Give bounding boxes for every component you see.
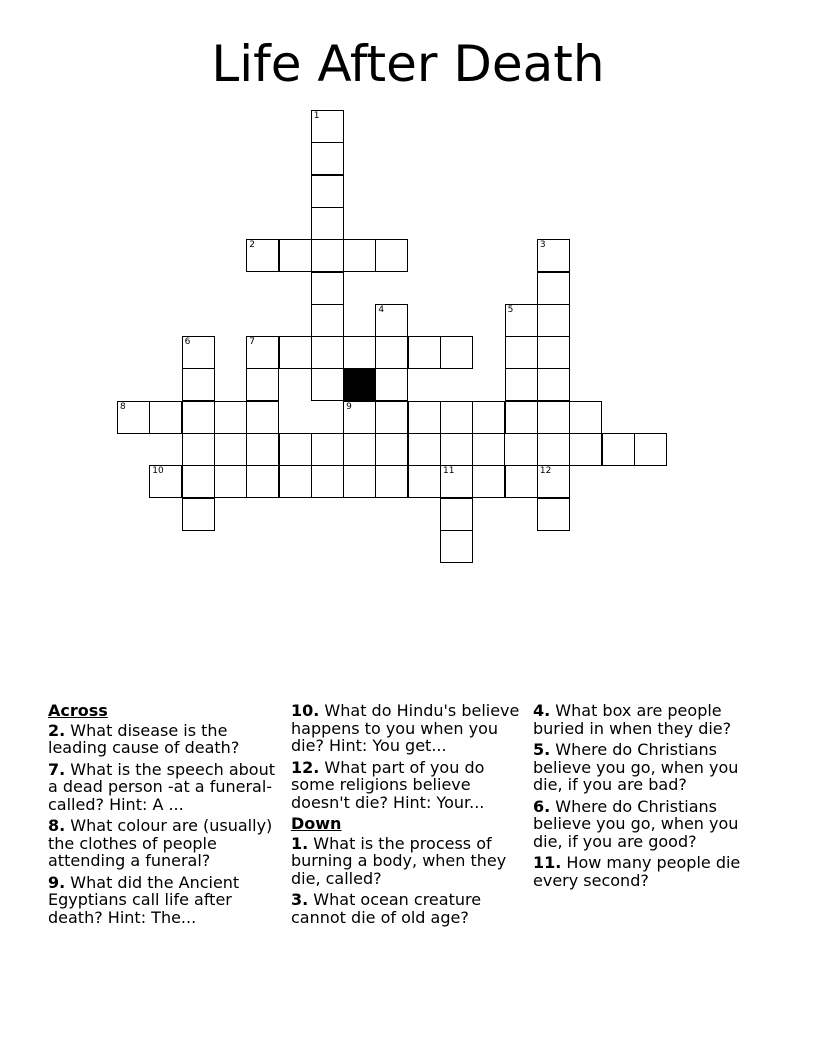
- grid-cell[interactable]: [279, 336, 312, 369]
- grid-cell[interactable]: [279, 465, 312, 498]
- clue-item: [291, 891, 531, 926]
- grid-cell[interactable]: [182, 498, 215, 531]
- grid-cell[interactable]: [537, 401, 570, 434]
- clue-item-text: What did the Ancient Egyptians call life after death? Hint: The...: [48, 872, 240, 927]
- grid-cell[interactable]: [634, 433, 667, 466]
- grid-cell[interactable]: [440, 530, 473, 563]
- clue-number: 3: [539, 240, 546, 251]
- grid-cell[interactable]: [472, 465, 505, 498]
- grid-cell[interactable]: [214, 401, 247, 434]
- clue-number: 2: [249, 240, 255, 251]
- clue-item-text: Where do Christians believe you go, when you die, if you are bad?: [533, 740, 739, 794]
- grid-cell[interactable]: [343, 465, 376, 498]
- grid-cell[interactable]: [440, 336, 473, 369]
- clue-item-number: 10.: [291, 701, 320, 720]
- clue-item: [48, 722, 288, 757]
- clue-item: [533, 702, 773, 737]
- clue-item-text: What is the process of burning a body, when they die, called?: [291, 833, 507, 888]
- grid-cell[interactable]: [311, 304, 344, 337]
- clue-item-text: What ocean creature cannot die of old age?: [291, 890, 482, 927]
- clue-number: 12: [539, 466, 552, 477]
- clue-item-number: 3.: [291, 890, 309, 909]
- grid-cell[interactable]: [182, 433, 215, 466]
- grid-cell[interactable]: [182, 465, 215, 498]
- clue-item-text: How many people die every second?: [533, 853, 741, 890]
- clue-item: [48, 817, 288, 870]
- clue-item-text: What part of you do some religions believe doesn't die? Hint: Your...: [291, 757, 485, 812]
- clue-number: 7: [249, 337, 255, 348]
- clue-item-number: 5.: [533, 740, 551, 759]
- clue-item: [48, 761, 288, 814]
- grid-cell[interactable]: [311, 272, 344, 305]
- grid-cell[interactable]: [214, 433, 247, 466]
- grid-cell[interactable]: [375, 433, 408, 466]
- grid-cell[interactable]: [311, 465, 344, 498]
- grid-cell[interactable]: [505, 465, 538, 498]
- grid-cell[interactable]: [343, 433, 376, 466]
- grid-cell[interactable]: [537, 368, 570, 401]
- grid-cell[interactable]: [602, 433, 635, 466]
- clue-column-2: [291, 702, 531, 930]
- clue-item: [291, 702, 531, 755]
- clue-item-number: 2.: [48, 720, 66, 740]
- clue-item-number: 12.: [291, 757, 320, 777]
- grid-cell[interactable]: [311, 239, 344, 272]
- grid-cell[interactable]: [149, 401, 182, 434]
- grid-cell[interactable]: [375, 239, 408, 272]
- grid-cell[interactable]: [440, 433, 473, 466]
- grid-cell[interactable]: [311, 175, 344, 208]
- clue-item: [533, 798, 773, 851]
- grid-cell[interactable]: [246, 465, 279, 498]
- grid-cell[interactable]: [343, 336, 376, 369]
- grid-cell[interactable]: [311, 433, 344, 466]
- grid-cell[interactable]: [343, 239, 376, 272]
- clue-number: 4: [378, 304, 385, 315]
- clue-item-number: 8.: [48, 816, 66, 835]
- grid-cell[interactable]: [472, 401, 505, 434]
- grid-cell[interactable]: [408, 336, 441, 369]
- across-heading: Across: [48, 701, 108, 720]
- clue-item: [291, 759, 531, 812]
- grid-cell[interactable]: [311, 142, 344, 175]
- clue-column-1: [48, 702, 288, 930]
- grid-cell[interactable]: [311, 207, 344, 240]
- clue-item: [533, 741, 773, 794]
- grid-cell[interactable]: [279, 239, 312, 272]
- grid-cell[interactable]: [537, 433, 570, 466]
- clue-item-number: 11.: [533, 853, 562, 872]
- grid-cell[interactable]: [375, 336, 408, 369]
- grid-cell[interactable]: [505, 401, 538, 434]
- clue-item-number: 6.: [533, 796, 551, 816]
- grid-cell[interactable]: [182, 401, 215, 434]
- black-square: [343, 368, 376, 401]
- grid-cell[interactable]: [246, 401, 279, 434]
- clue-item-text: What colour are (usually) the clothes of people attending a funeral?: [48, 816, 273, 870]
- clue-item-number: 9.: [48, 872, 66, 892]
- grid-cell[interactable]: [537, 272, 570, 305]
- grid-cell[interactable]: [537, 336, 570, 369]
- clue-number: 11: [443, 466, 455, 477]
- down-heading: Down: [291, 814, 342, 833]
- grid-cell[interactable]: [472, 433, 505, 466]
- clue-item-number: 1.: [291, 833, 309, 853]
- clue-item: [291, 835, 531, 888]
- grid-cell[interactable]: [375, 465, 408, 498]
- grid-cell[interactable]: [440, 498, 473, 531]
- clue-item-text: What disease is the leading cause of death?: [48, 720, 240, 757]
- grid-cell[interactable]: [246, 368, 279, 401]
- clue-item: [48, 874, 288, 927]
- grid-cell[interactable]: [311, 336, 344, 369]
- grid-cell[interactable]: [408, 401, 441, 434]
- clue-item-text: Where do Christians believe you go, when you die, if you are good?: [533, 796, 739, 851]
- grid-cell[interactable]: [375, 368, 408, 401]
- clue-item-number: 4.: [533, 701, 551, 720]
- grid-cell[interactable]: [537, 304, 570, 337]
- clue-item-text: What is the speech about a dead person -at a funeral- called? Hint: A ...: [48, 759, 276, 814]
- grid-cell[interactable]: [375, 401, 408, 434]
- grid-cell[interactable]: [311, 368, 344, 401]
- grid-cell[interactable]: [505, 368, 538, 401]
- clue-item: [533, 854, 773, 889]
- grid-cell[interactable]: [279, 433, 312, 466]
- clue-item-text: What box are people buried in when they die?: [533, 701, 732, 738]
- clue-number: 8: [120, 401, 126, 412]
- grid-cell[interactable]: [182, 368, 215, 401]
- clue-number: 10: [152, 466, 164, 477]
- grid-cell[interactable]: [246, 433, 279, 466]
- clue-number: 1: [313, 111, 320, 121]
- clue-number: 9: [346, 401, 352, 412]
- clue-item-text: What do Hindu's believe happens to you when you die? Hint: You get...: [291, 701, 520, 755]
- grid-cell[interactable]: [505, 336, 538, 369]
- clue-number: 5: [507, 304, 514, 315]
- clue-column-3: [533, 702, 773, 893]
- grid-cell[interactable]: [408, 433, 441, 466]
- grid-cell[interactable]: [537, 498, 570, 531]
- clue-number: 6: [184, 337, 191, 348]
- grid-cell[interactable]: [569, 433, 602, 466]
- grid-cell[interactable]: [569, 401, 602, 434]
- page-title: Life After Death: [211, 35, 605, 93]
- grid-cell[interactable]: [214, 465, 247, 498]
- clue-item-number: 7.: [48, 759, 66, 779]
- grid-cell[interactable]: [440, 401, 473, 434]
- grid-cell[interactable]: [408, 465, 441, 498]
